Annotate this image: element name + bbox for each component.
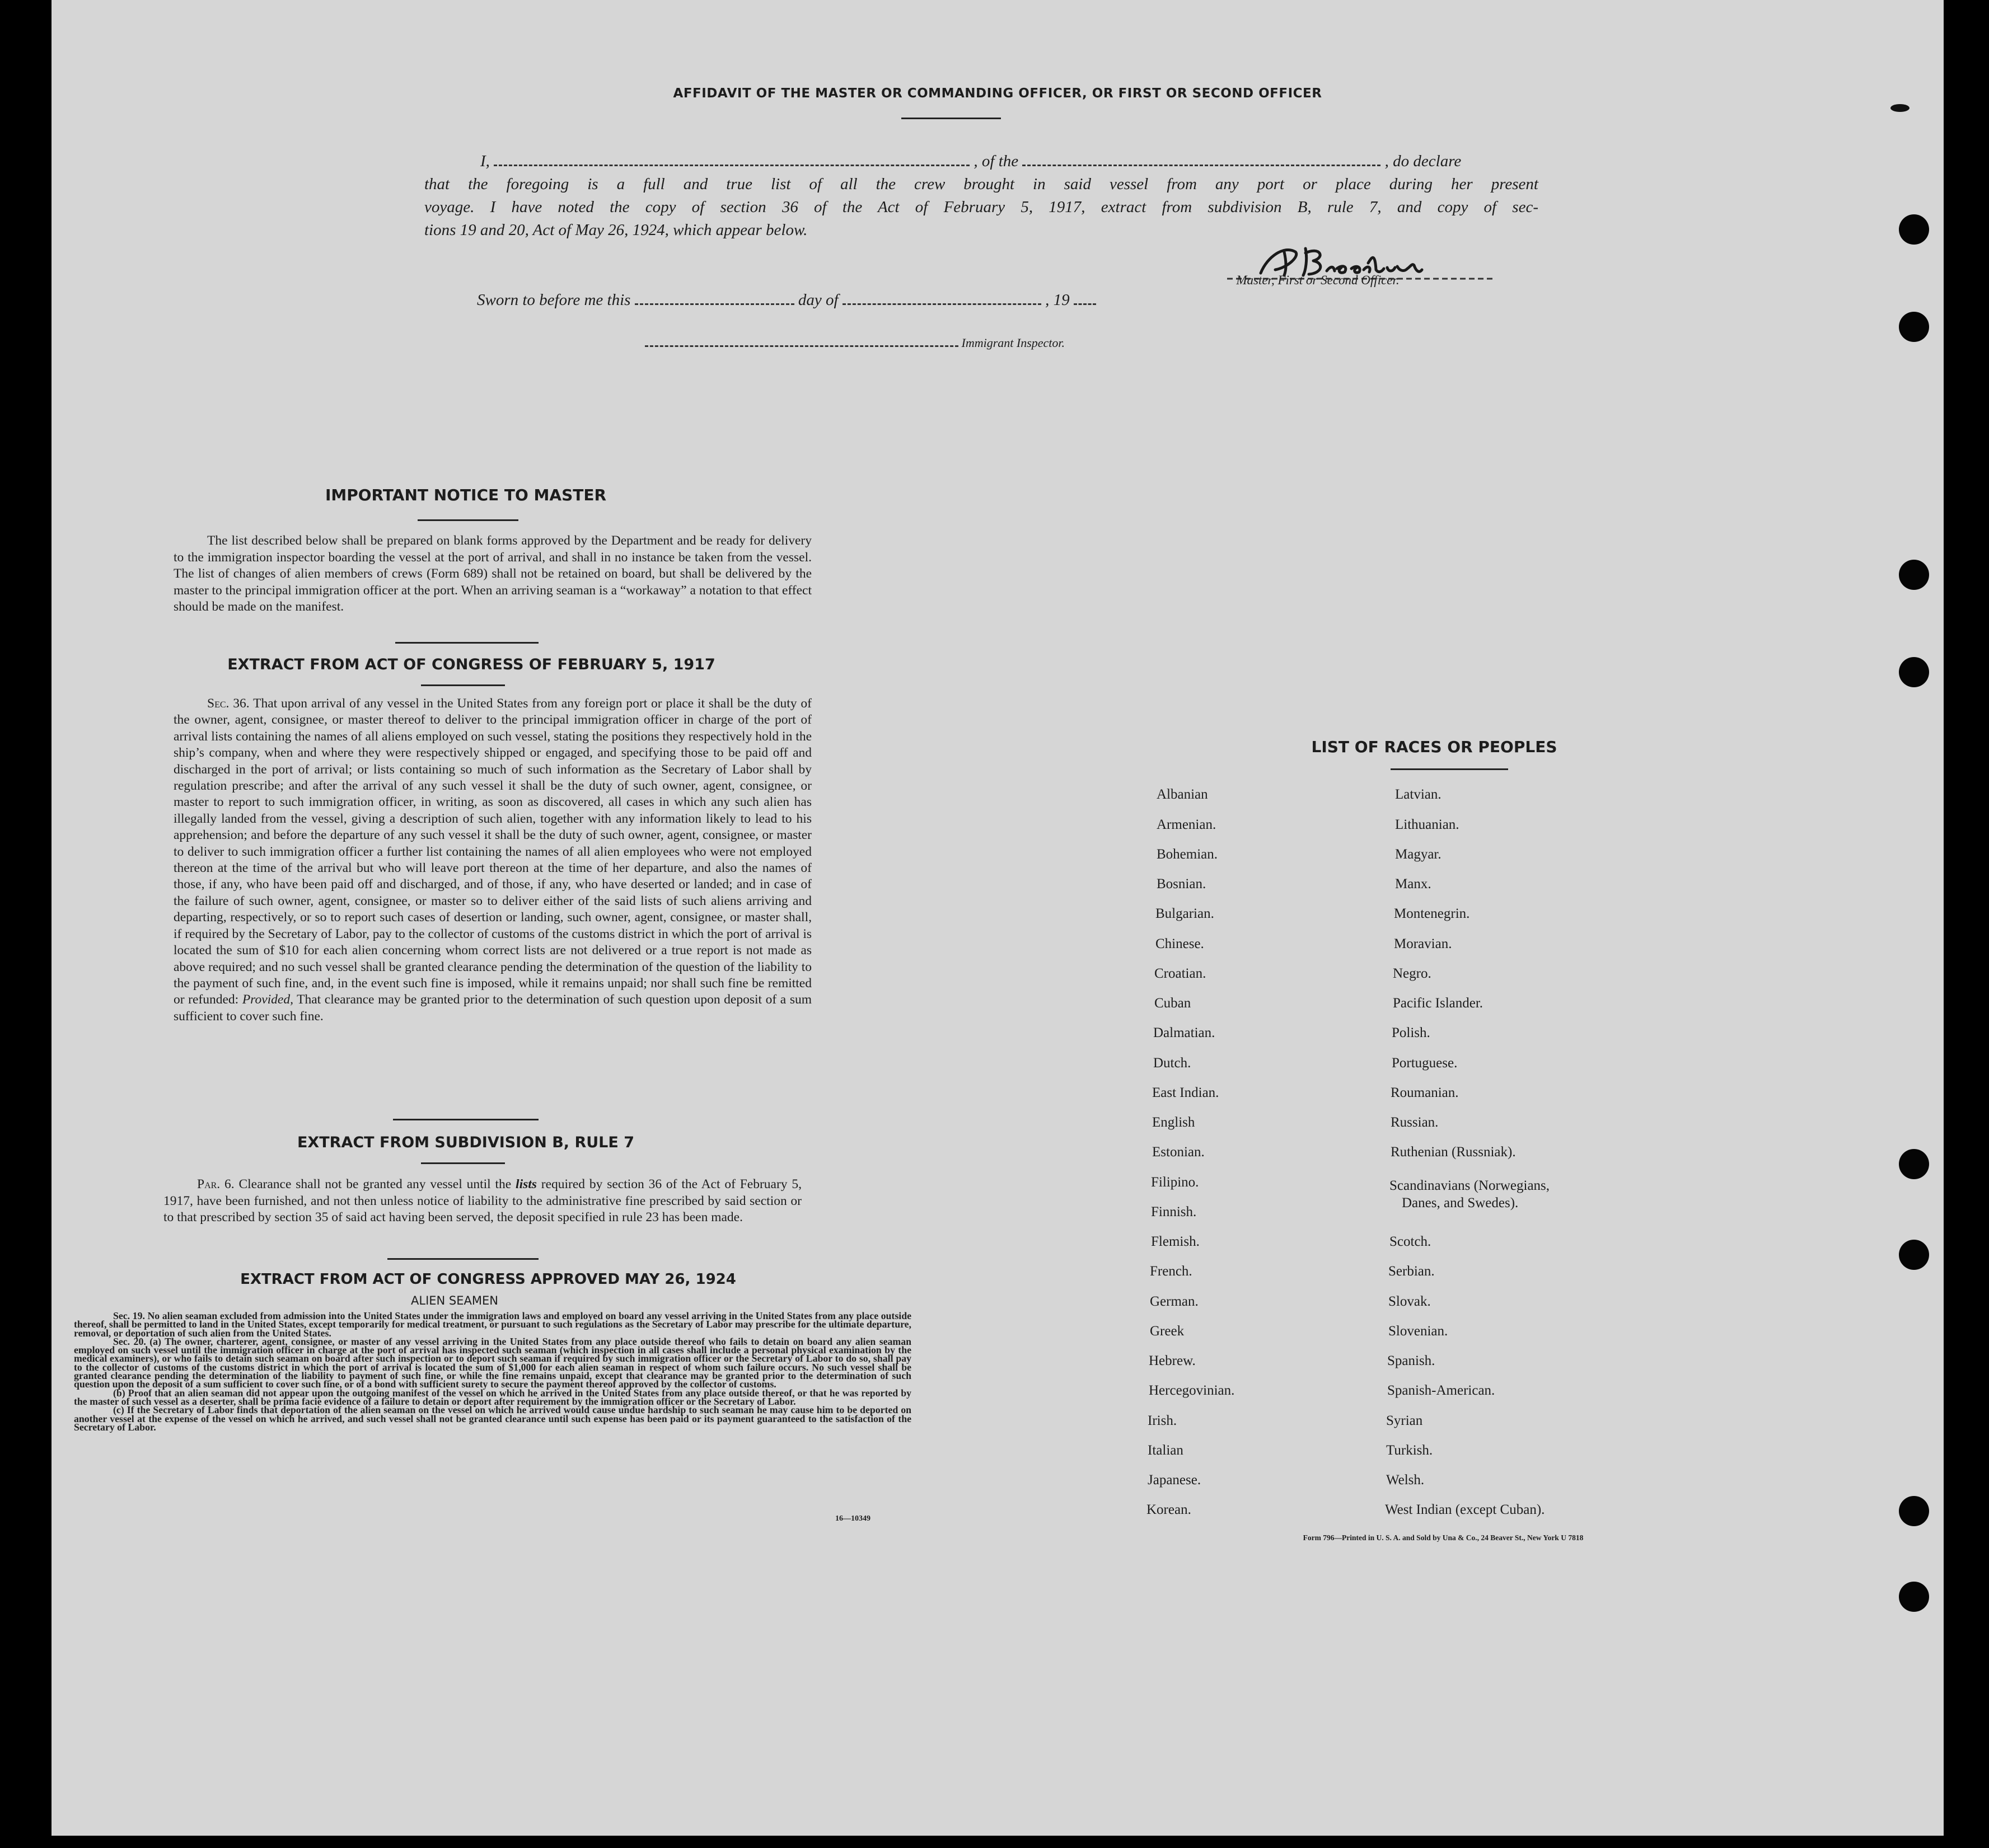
race-item: Dalmatian.: [1153, 1025, 1215, 1040]
race-item: West Indian (except Cuban).: [1385, 1502, 1545, 1517]
race-item: Japanese.: [1148, 1472, 1201, 1488]
race-item: East Indian.: [1152, 1085, 1219, 1100]
race-item: Armenian.: [1157, 817, 1216, 832]
act-1924-heading: EXTRACT FROM ACT OF CONGRESS APPROVED MAY 26, 1924: [240, 1271, 736, 1288]
race-item: Hebrew.: [1149, 1353, 1196, 1368]
race-item: Slovenian.: [1388, 1324, 1448, 1339]
punch-hole: [1899, 560, 1929, 590]
race-item: Negro.: [1393, 966, 1431, 981]
title-rule: [901, 118, 1001, 119]
race-item: Croatian.: [1154, 966, 1206, 981]
extract-1917-heading: EXTRACT FROM ACT OF CONGRESS OF FEBRUARY 5, 1917: [227, 656, 715, 673]
extract-1917-body: [174, 696, 812, 1025]
sworn-month-field[interactable]: [843, 292, 1041, 305]
race-item: Bosnian.: [1157, 876, 1206, 892]
race-item: Pacific Islander.: [1393, 996, 1483, 1011]
punch-hole: [1899, 312, 1929, 342]
punch-hole: [1899, 214, 1929, 245]
declaration-line-2: that the foregoing is a full and true list of all the crew brought in said vessel from any port or place during her present: [424, 175, 1538, 193]
margin-mark: [1890, 104, 1910, 112]
extract-1917-end-rule: [393, 1119, 539, 1120]
race-item: Roumanian.: [1391, 1085, 1459, 1100]
race-item: Ruthenian (Russniak).: [1391, 1145, 1516, 1160]
declare-label: , do declare: [1384, 152, 1462, 170]
race-item: Lithuanian.: [1395, 817, 1459, 832]
race-item: Polish.: [1392, 1025, 1430, 1040]
race-item: Montenegrin.: [1394, 906, 1470, 921]
section-19-text: Sec. 19. No alien seaman excluded from admission into the United States under the immigration laws and employed on board any vessel arriving in the United States from any place outside thereof, shall be permitted to land in the United States, except temporarily for medical treatment, or pursuant to such regulations as the Secretary of Labor may prescribe for the ultimate departure, removal, or deportation of such alien from the United States.: [74, 1310, 911, 1339]
race-item: German.: [1150, 1294, 1199, 1309]
section-36-text: That upon arrival of any vessel in the United States from any foreign port or place it shall be the duty of the owner, agent, consignee, or master thereof to deliver to the principal immigration officer in charge of the port of arrival lists containing the names of all aliens employed on such vessel, stating the positions they respectively hold in the ship’s company, when and where they were respectively shipped or engaged, and specifying those to be paid off and discharged in the port of arrival; or lists containing so much of such information as the Secretary of Labor shall by regulation prescribe; and after the arrival of any such vessel it shall be the duty of such owner, agent, consignee, or master to report to such immigration officer, in writing, as soon as discovered, all cases in which any such alien has illegally landed from the vessel, giving a description of such alien, together with any information likely to lead to his apprehension; and before the departure of any such vessel it shall be the duty of such owner, agent, consignee, or master to deliver to such immigration officer a further list containing the names of all alien employees who were not employed thereon at the time of the arrival but who will leave port thereon at the time of her departure, and also the names of those, if any, who have been paid off and discharged, and of those, if any, who have deserted or landed; and in case of the failure of such owner, agent, consignee, or master so to deliver either of the said lists of such aliens arriving and departing, respectively, or so to report such cases of desertion or landing, such owner, agent, consignee, or master shall, if required by the Secretary of Labor, pay to the collector of customs of the customs district in which the port of arrival is located the sum of $10 for each alien concerning whom correct lists are not delivered or a true report is not made as above required; and no such vessel shall be granted clearance pending the determination of the question of the liability to the payment of such fine, and, in the event such fine is imposed, while it remains unpaid; nor shall such fine be remitted or refunded:: [174, 696, 812, 1007]
extract-1917-heading-rule: [421, 684, 505, 686]
race-item: Scandinavians (Norwegians,: [1389, 1178, 1550, 1193]
proviso-label: Provided,: [242, 992, 293, 1007]
rule7-heading: EXTRACT FROM SUBDIVISION B, RULE 7: [297, 1134, 635, 1151]
declarant-name-field[interactable]: [494, 153, 970, 166]
rule7-body: [163, 1176, 802, 1226]
race-item: French.: [1150, 1264, 1192, 1279]
race-item: Italian: [1148, 1443, 1183, 1458]
section-20a-text: Sec. 20. (a) The owner, charterer, agent, consignee, or master of any vessel arriving in the United States from any place outside thereof who fails to detain on board any alien seaman employed on such vessel until the immigration officer in charge at the port of arrival has inspected such seaman (which inspection in all cases shall include a personal physical examination by the medical examiners), or who fails to detain such seaman on board after such inspection or to deport such seaman if required by such immigration officer or the Secretary of Labor to do so, shall pay to the collector of customs of the customs district in which the port of arrival is located the sum of $1,000 for each alien seaman in respect of whom such failure occurs. No such vessel shall be granted clearance pending the determination of the liability to payment of such fine, or while the fine remains unpaid, except that clearance may be granted prior to the determination of such question upon the deposit of a sum sufficient to cover such fine, or of a bond with sufficient surety to secure the payment thereof approved by the collector of customs.: [74, 1335, 911, 1390]
race-item: Welsh.: [1386, 1472, 1425, 1488]
vessel-name-field[interactable]: [1022, 153, 1380, 166]
race-item: Moravian.: [1394, 936, 1452, 951]
race-item: Korean.: [1146, 1502, 1191, 1517]
race-item: Russian.: [1391, 1115, 1439, 1130]
inspector-signature-field[interactable]: [645, 337, 958, 347]
affidavit-title: AFFIDAVIT OF THE MASTER OR COMMANDING OFFICER, OR FIRST OR SECOND OFFICER: [673, 86, 1322, 101]
sworn-day-field[interactable]: [635, 292, 794, 305]
race-item: Spanish.: [1387, 1353, 1435, 1368]
signature-caption: Master, First or Second Officer.: [1236, 273, 1400, 287]
section-36-label: Sec. 36.: [207, 696, 250, 711]
race-item: Portuguese.: [1392, 1056, 1458, 1071]
alien-seamen-subheading: ALIEN SEAMEN: [411, 1294, 498, 1307]
race-item: Spanish-American.: [1387, 1383, 1495, 1398]
declaration-line-4: tions 19 and 20, Act of May 26, 1924, which appear below.: [424, 221, 808, 239]
punch-hole: [1899, 1149, 1929, 1179]
sworn-month-label: day of: [798, 291, 839, 309]
race-item: Serbian.: [1388, 1264, 1435, 1279]
race-item: Albanian: [1157, 787, 1208, 802]
sworn-year-field[interactable]: [1074, 292, 1096, 305]
race-item: Irish.: [1148, 1413, 1177, 1428]
race-item: Estonian.: [1152, 1145, 1205, 1160]
declaration-line-1: [424, 150, 1538, 173]
race-item: Bulgarian.: [1155, 906, 1214, 921]
race-item: Scotch.: [1389, 1234, 1431, 1249]
par6-text-b: required by section 36 of the Act of February 5, 1917, have been furnished, and not then unless notice of liability to the administrative fine prescribed by said section or to that prescribed by section 35 of said act having been served, the deposit specified in rule 23 has been made.: [163, 1177, 802, 1225]
printer-imprint: Form 796—Printed in U. S. A. and Sold by Una & Co., 24 Beaver St., New York U 7818: [1303, 1533, 1584, 1542]
section-20c-text: (c) If the Secretary of Labor finds that deportation of the alien seaman on the vessel on which he arrived would cause undue hardship to such seaman he may cause him to be deported on another vessel at the expense of the vessel on which he arrived, and such vessel shall not be granted clearance until such expense has been paid or its payment guaranteed to the satisfaction of the Secretary of Labor.: [74, 1404, 911, 1433]
par6-label: Par. 6.: [197, 1177, 235, 1192]
race-item: Manx.: [1395, 876, 1431, 892]
race-item: Turkish.: [1386, 1443, 1433, 1458]
declaration-line-3: voyage. I have noted the copy of section 36 of the Act of February 5, 1917, extract from subdivision B, rule 7, and copy of sec-: [424, 198, 1538, 216]
race-item: Danes, and Swedes).: [1402, 1195, 1519, 1211]
race-item: Finnish.: [1151, 1204, 1197, 1220]
inspector-line: [645, 336, 1065, 350]
race-item: Latvian.: [1395, 787, 1442, 802]
races-heading-rule: [1391, 768, 1508, 770]
rule7-heading-rule: [421, 1162, 505, 1164]
notice-end-rule: [395, 642, 539, 644]
races-heading: LIST OF RACES OR PEOPLES: [1311, 738, 1557, 756]
punch-hole: [1899, 1240, 1929, 1270]
race-item: Syrian: [1386, 1413, 1423, 1428]
inspector-label: Immigrant Inspector.: [961, 336, 1065, 350]
sworn-year-label: , 19: [1045, 291, 1070, 309]
act-1924-body: [74, 1312, 911, 1432]
lists-word: lists: [516, 1177, 537, 1192]
punch-hole: [1899, 1496, 1929, 1526]
declarant-label: I,: [480, 152, 490, 170]
vessel-label: , of the: [974, 152, 1019, 170]
notice-heading-rule: [418, 519, 518, 521]
section-20b-text: (b) Proof that an alien seaman did not appear upon the outgoing manifest of the vessel on which he arrived in the United States from any place outside thereof, or that he was reported by the master of such vessel as a deserter, shall be prima facie evidence of a failure to detain or deport after requirement by the immigration officer or the Secretary of Labor.: [74, 1387, 911, 1407]
affidavit-declaration: [424, 150, 1538, 242]
sworn-label: Sworn to before me this: [477, 291, 631, 309]
race-item: Bohemian.: [1157, 847, 1218, 862]
race-item: Cuban: [1154, 996, 1191, 1011]
race-item: Slovak.: [1388, 1294, 1431, 1309]
rule7-end-rule: [387, 1258, 539, 1260]
proviso-text: That clearance may be granted prior to the determination of such question upon deposit of a sum sufficient to cover such fine.: [174, 992, 812, 1024]
notice-heading: IMPORTANT NOTICE TO MASTER: [325, 486, 607, 504]
sworn-line: [477, 291, 1096, 309]
print-code: 16—10349: [835, 1514, 871, 1523]
punch-hole: [1899, 1582, 1929, 1612]
race-item: English: [1152, 1115, 1195, 1130]
race-item: Filipino.: [1151, 1175, 1199, 1190]
race-item: Dutch.: [1153, 1056, 1191, 1071]
race-item: Flemish.: [1151, 1234, 1200, 1249]
race-item: Hercegovinian.: [1149, 1383, 1235, 1398]
notice-body: The list described below shall be prepared on blank forms approved by the Department and be ready for delivery to the immigration inspector boarding the vessel at the port of arrival, and shall in no instance be taken from the vessel. The list of changes of alien members of crews (Form 689) shall not be retained on board, but shall be delivered by the master to the principal immigration officer at the port. When an arriving seaman is a “workaway” a notation to that effect should be made on the manifest.: [174, 533, 812, 615]
par6-text-a: Clearance shall not be granted any vessel until the: [238, 1177, 512, 1192]
race-item: Magyar.: [1395, 847, 1442, 862]
race-item: Greek: [1150, 1324, 1185, 1339]
form-page: [52, 0, 1944, 1836]
race-item: Chinese.: [1155, 936, 1204, 951]
punch-hole: [1899, 657, 1929, 687]
